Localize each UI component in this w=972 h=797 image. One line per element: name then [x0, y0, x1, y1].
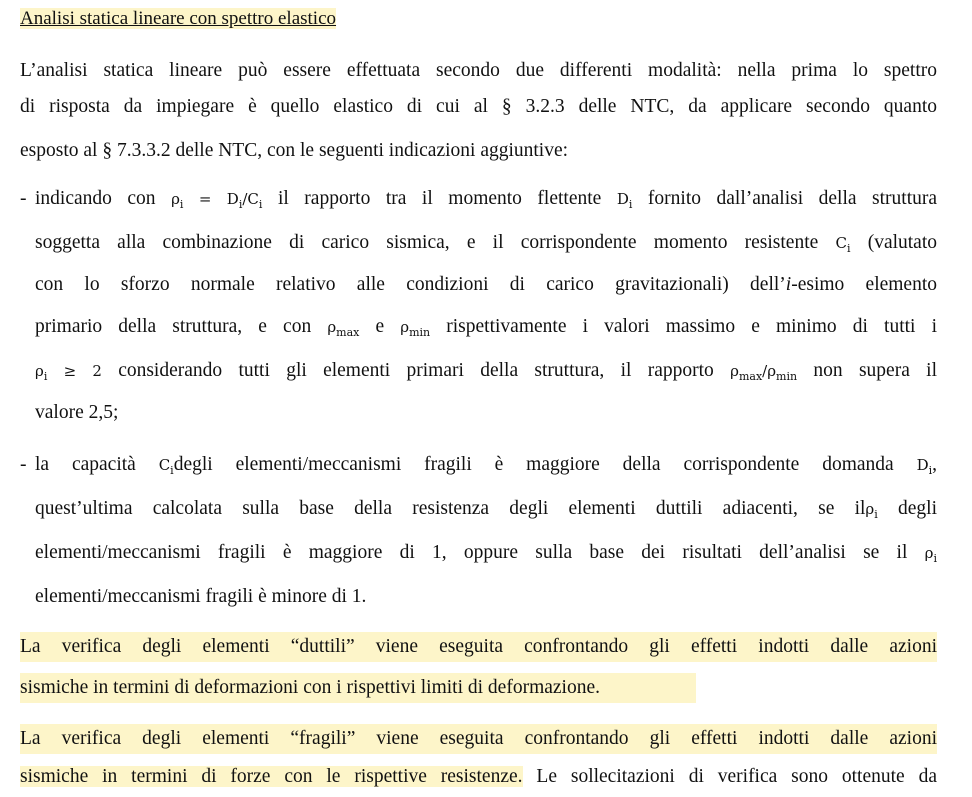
bullet2-line-4: elementi/meccanismi fragili è minore di 1.: [35, 586, 367, 607]
rho-i-symbol: $\rho_i$: [865, 500, 878, 521]
bullet-dash-2: -: [20, 454, 27, 475]
D-i-symbol: $D_i$: [916, 456, 933, 477]
rho-i-eq-formula: $\rho_i = D_i/C_i$: [171, 190, 263, 211]
rho-ratio-formula: $\rho_{max}/\rho_{min}$: [730, 362, 798, 383]
para3-line-2: sismiche in termini di forze con le rispettive resistenze. Le sollecitazioni di verifica sono ottenute da: [20, 766, 937, 787]
rho-i-symbol: $\rho_i$: [924, 544, 938, 565]
bullet1-line-5: $\rho_i \ge 2$ considerando tutti gli elementi primari della struttura, il rapporto $\rho_{max}/\rho_{min}$ non supera il: [35, 360, 937, 383]
section-heading: Analisi statica lineare con spettro elastico: [20, 8, 337, 29]
rho-i-ge2-formula: $\rho_i \ge 2$: [35, 362, 102, 383]
para2-line-2: sismiche in termini di deformazioni con i rispettivi limiti di deformazione.: [20, 677, 600, 698]
bullet-dash-1: -: [20, 188, 27, 209]
rho-min-symbol: $\rho_{min}$: [400, 318, 431, 339]
rho-max-symbol: $\rho_{max}$: [327, 318, 360, 339]
bullet1-line-4: primario della struttura, e con $\rho_{max}$ e $\rho_{min}$ rispettivamente i valori massimo e minimo di tutti i: [35, 316, 938, 339]
C-i-symbol: $C_i$: [158, 456, 174, 477]
C-i-symbol: $C_i$: [835, 234, 851, 255]
bullet2-line-3: elementi/meccanismi fragili è maggiore di 1, oppure sulla base dei risultati dell’analisi se il $\rho_i$: [35, 542, 938, 565]
intro-line-1: L’analisi statica lineare può essere effettuata secondo due differenti modalità: nella prima lo spettro: [20, 60, 937, 81]
intro-line-2: di risposta da impiegare è quello elastico di cui al § 3.2.3 delle NTC, da applicare secondo quanto: [20, 96, 937, 117]
intro-line-3: esposto al § 7.3.3.2 delle NTC, con le seguenti indicazioni aggiuntive:: [20, 140, 569, 161]
bullet2-line-1: la capacità $C_idegli$ elementi/meccanismi fragili è maggiore della corrispondente domanda $D_i$,: [35, 454, 937, 477]
bullet1-line-2: soggetta alla combinazione di carico sismica, e il corrispondente momento resistente $C_i$ (valutato: [35, 232, 938, 255]
bullet2-line-2: quest’ultima calcolata sulla base della resistenza degli elementi duttili adiacenti, se ilρ$_i$ degli: [35, 498, 937, 521]
bullet1-line-3: con lo sforzo normale relativo alle condizioni di carico gravitazionali) dell’i-esimo elemento: [35, 274, 938, 295]
para3-line-1: La verifica degli elementi “fragili” viene eseguita confrontando gli effetti indotti dalle azioni: [20, 728, 937, 749]
D-i-symbol: $D_i$: [616, 190, 633, 211]
bullet1-line-6: valore 2,5;: [35, 402, 119, 423]
bullet1-line-1: indicando con $\rho_i = D_i/C_i$ il rapporto tra il momento flettente $D_i$ fornito dall’analisi della struttura: [35, 188, 938, 211]
para2-line-1: La verifica degli elementi “duttili” viene eseguita confrontando gli effetti indotti dalle azioni: [20, 636, 937, 657]
